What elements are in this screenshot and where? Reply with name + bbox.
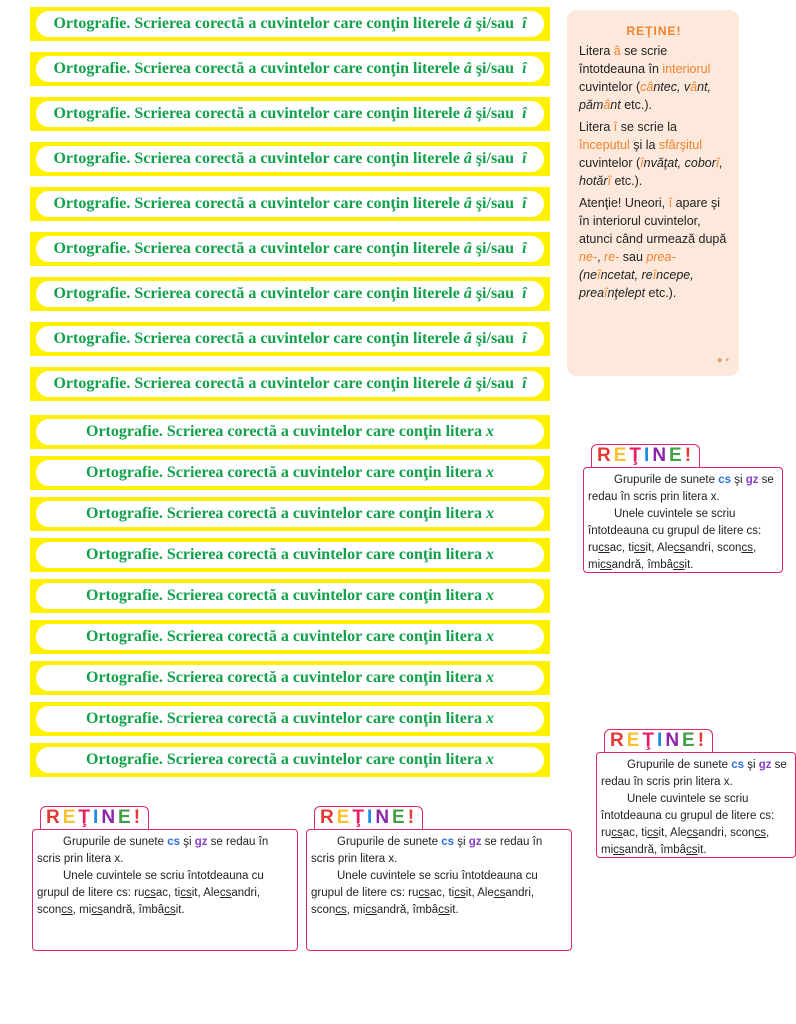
- lesson-banner-title: Ortografie. Scrierea corectă a cuvintelor care conţin litera x: [36, 542, 544, 568]
- retine-letter: Ţ: [352, 807, 368, 828]
- retine-content: [32, 829, 298, 951]
- lesson-banner-title: Ortografie. Scrierea corectă a cuvintelor care conţin litera x: [36, 624, 544, 650]
- retine-box: [32, 804, 298, 952]
- retine-heading: [314, 806, 423, 829]
- lesson-banner: [30, 322, 550, 356]
- retine-heading: [40, 806, 149, 829]
- retine-letter: E: [62, 807, 79, 828]
- retine-letter: Ţ: [642, 730, 658, 751]
- lesson-banner: [30, 187, 550, 221]
- retine-letter: E: [613, 445, 630, 466]
- retine-letter: N: [652, 445, 670, 466]
- retine-letter: E: [118, 807, 134, 828]
- retine-rule-1: Grupurile de sunete cs şi gz se redau în scris prin litera x.: [601, 759, 787, 788]
- retine-letter: N: [101, 807, 119, 828]
- retine-note-orange: [567, 10, 739, 376]
- lesson-banner-title: Ortografie. Scrierea corectă a cuvintelor care conţin literele â şi/sau î: [36, 281, 544, 307]
- lesson-banner: [30, 743, 550, 777]
- lesson-banner: [30, 367, 550, 401]
- lesson-banner: [30, 497, 550, 531]
- lesson-banner-title: Ortografie. Scrierea corectă a cuvintelor care conţin litera x: [36, 747, 544, 773]
- lesson-banner-title: Ortografie. Scrierea corectă a cuvintelor care conţin literele â şi/sau î: [36, 11, 544, 37]
- retine-box: [596, 727, 796, 859]
- lesson-banner: [30, 620, 550, 654]
- retine-rule-1: Grupurile de sunete cs şi gz se redau în scris prin litera x.: [37, 836, 269, 865]
- lesson-banner: [30, 579, 550, 613]
- lesson-banner-title: Ortografie. Scrierea corectă a cuvintelor care conţin litera x: [36, 460, 544, 486]
- retine-content: [306, 829, 572, 951]
- retine-letter: N: [665, 730, 683, 751]
- lesson-banner-title: Ortografie. Scrierea corectă a cuvintelor care conţin literele â şi/sau î: [36, 236, 544, 262]
- retine-letter: !: [684, 445, 695, 466]
- lesson-banner-title: Ortografie. Scrierea corectă a cuvintelor care conţin literele â şi/sau î: [36, 326, 544, 352]
- retine-rule-2: Unele cuvintele se scriu întotdeauna cu grupul de litere cs: rucsac, ticsit, Alecsandri, sconcs, micsandră, îmbâcsit.: [601, 793, 775, 856]
- retine-letter: E: [392, 807, 408, 828]
- retine-letter: I: [367, 807, 376, 828]
- note-title: REŢINE!: [626, 24, 682, 38]
- retine-letter: I: [644, 445, 653, 466]
- retine-letter: !: [133, 807, 144, 828]
- retine-letter: !: [697, 730, 708, 751]
- lesson-banner-title: Ortografie. Scrierea corectă a cuvintelor care conţin literele â şi/sau î: [36, 146, 544, 172]
- retine-rule-2: Unele cuvintele se scriu întotdeauna cu grupul de litere cs: rucsac, ticsit, Alecsandri, sconcs, micsandră, îmbâcsit.: [311, 870, 538, 916]
- lesson-banner: [30, 456, 550, 490]
- lesson-banner-title: Ortografie. Scrierea corectă a cuvintelor care conţin literele â şi/sau î: [36, 191, 544, 217]
- retine-rule-2: Unele cuvintele se scriu întotdeauna cu grupul de litere cs: rucsac, ticsit, Alecsandri, sconcs, micsandră, îmbâcsit.: [588, 508, 762, 571]
- lesson-banner-title: Ortografie. Scrierea corectă a cuvintelor care conţin litera x: [36, 419, 544, 445]
- retine-letter: I: [93, 807, 102, 828]
- retine-content: [596, 752, 796, 858]
- lesson-banner: [30, 97, 550, 131]
- retine-letter: E: [336, 807, 353, 828]
- lesson-banner-title: Ortografie. Scrierea corectă a cuvintelor care conţin litera x: [36, 665, 544, 691]
- lesson-banner-title: Ortografie. Scrierea corectă a cuvintelor care conţin litera x: [36, 583, 544, 609]
- retine-letter: E: [682, 730, 698, 751]
- lesson-banner: [30, 661, 550, 695]
- note-paragraph-3: Atenţie! Uneori, î apare şi în interiorul cuvintelor, atunci când urmează după ne-, re- sau prea- (neîncetat, reîncepe, preaînţelept etc.).: [579, 196, 727, 300]
- retine-letter: Ţ: [629, 445, 645, 466]
- retine-heading: [591, 444, 700, 467]
- lesson-banner: [30, 232, 550, 266]
- retine-letter: R: [610, 730, 627, 751]
- retine-letter: R: [597, 445, 614, 466]
- lesson-banner: [30, 52, 550, 86]
- retine-content: [583, 467, 783, 573]
- lesson-banner: [30, 538, 550, 572]
- decorative-dots-icon: ● •: [716, 355, 729, 366]
- retine-letter: I: [657, 730, 666, 751]
- retine-letter: E: [626, 730, 643, 751]
- lesson-banner-title: Ortografie. Scrierea corectă a cuvintelor care conţin litera x: [36, 501, 544, 527]
- lesson-banner: [30, 702, 550, 736]
- retine-letter: N: [375, 807, 393, 828]
- retine-letter: Ţ: [78, 807, 94, 828]
- retine-box: [583, 442, 783, 574]
- note-paragraph-2: Litera î se scrie la începutul şi la sfârşitul cuvintelor (învăţat, coborî, hotărî etc.).: [579, 120, 723, 188]
- retine-rule-1: Grupurile de sunete cs şi gz se redau în scris prin litera x.: [588, 474, 774, 503]
- retine-rule-2: Unele cuvintele se scriu întotdeauna cu grupul de litere cs: rucsac, ticsit, Alecsandri, sconcs, micsandră, îmbâcsit.: [37, 870, 264, 916]
- retine-letter: R: [320, 807, 337, 828]
- retine-box: [306, 804, 572, 952]
- retine-heading: [604, 729, 713, 752]
- lesson-banner-title: Ortografie. Scrierea corectă a cuvintelor care conţin litera x: [36, 706, 544, 732]
- lesson-banner: [30, 142, 550, 176]
- lesson-banner: [30, 7, 550, 41]
- retine-letter: R: [46, 807, 63, 828]
- note-paragraph-1: Litera â se scrie întotdeauna în interiorul cuvintelor (cântec, vânt, pământ etc.).: [579, 44, 712, 112]
- lesson-banner: [30, 415, 550, 449]
- retine-letter: E: [669, 445, 685, 466]
- lesson-banner: [30, 277, 550, 311]
- retine-letter: !: [407, 807, 418, 828]
- lesson-banner-title: Ortografie. Scrierea corectă a cuvintelor care conţin literele â şi/sau î: [36, 371, 544, 397]
- lesson-banner-title: Ortografie. Scrierea corectă a cuvintelor care conţin literele â şi/sau î: [36, 101, 544, 127]
- retine-rule-1: Grupurile de sunete cs şi gz se redau în scris prin litera x.: [311, 836, 543, 865]
- lesson-banner-title: Ortografie. Scrierea corectă a cuvintelor care conţin literele â şi/sau î: [36, 56, 544, 82]
